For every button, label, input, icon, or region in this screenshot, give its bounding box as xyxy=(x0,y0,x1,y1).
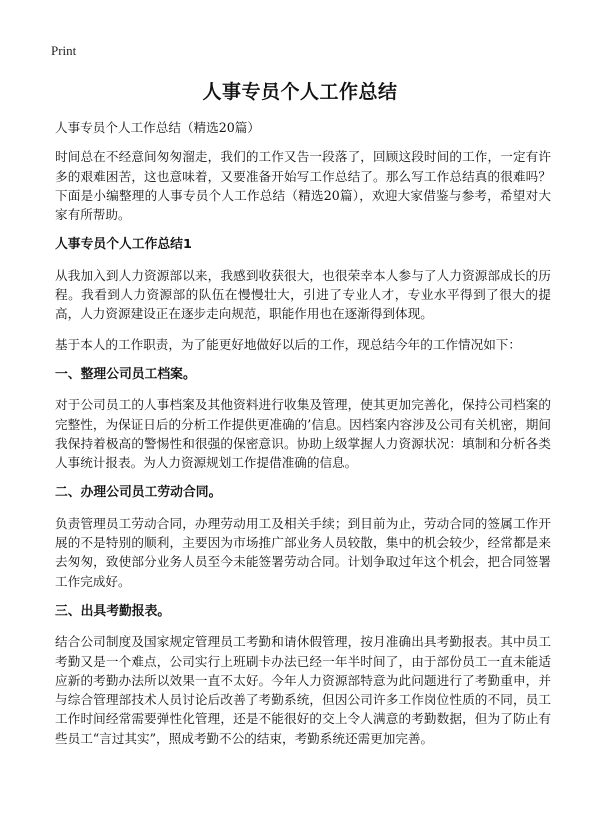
section1-paragraph-2: 基于本人的工作职责，为了能更好地做好以后的工作，现总结今年的工作情况如下： xyxy=(55,336,521,352)
intro-paragraph: 时间总在不经意间匆匆溜走，我们的工作又告一段落了，回顾这段时间的工作，一定有许多的艰难困苦，这也意味着，又要准备开始写工作总结了。那么写工作总结真的很难吗？下面是小编整理的人事专员个人工作总结（精选20篇），欢迎大家借鉴与参考，希望对大家有所帮助。 xyxy=(55,149,551,223)
item-heading-2: 二、办理公司员工劳动合同。 xyxy=(55,485,222,501)
item-text-2: 负责管理员工劳动合同，办理劳动用工及相关手续；到目前为止，劳动合同的签属工作开展的不是特别的顺利，主要因为市场推广部业务人员较散，集中的机会较少，经常都是来去匆匆，致使部分业务人员至今未能签署劳动合同。计划争取过年这个机会，把合同签署工作完成好。 xyxy=(55,515,551,589)
print-link[interactable]: Print xyxy=(51,43,77,58)
section-heading-1: 人事专员个人工作总结1 xyxy=(55,237,192,253)
item-text-3: 结合公司制度及国家规定管理员工考勤和请休假管理，按月准确出具考勤报表。其中员工考勤又是一个难点，公司实行上班刷卡办法已经一年半时间了，由于部份员工一直未能适应新的考勤办法所以效果一直不太好。今年人力资源部特意为此问题进行了考勤重申，并与综合管理部技术人员讨论后改善了考勤系统，但因公司许多工作岗位性质的不同，员工工作时间经常需要弹性化管理，还是不能很好的交上令人满意的考勤数据，但为了防止有些员工“言过其实”，照成考勤不公的结束，考勤系统还需更加完善。 xyxy=(55,634,551,746)
page-title: 人事专员个人工作总结 xyxy=(202,81,398,103)
article-body xyxy=(55,118,551,759)
article-subtitle: 人事专员个人工作总结（精选20篇） xyxy=(55,120,260,135)
section1-paragraph-1: 从我加入到人力资源部以来，我感到收获很大，也很荣幸本人参与了人力资源部成长的历程。我看到人力资源部的队伍在慢慢壮大，引进了专业人才，专业水平得到了很大的提高，人力资源建设正在逐步走向规范，职能作用也在逐渐得到体现。 xyxy=(55,267,551,322)
item-text-1: 对于公司员工的人事档案及其他资料进行收集及管理，使其更加完善化，保持公司档案的完整性，为保证日后的分析工作提供更准确的’信息。因档案内容涉及公司有关机密，期间我保持着极高的警惕性和很强的保密意识。协助上级掌握人力资源状况：填制和分析各类人事统计报表。为人力资源规划工作提借准确的信息。 xyxy=(55,397,551,471)
item-heading-1: 一、整理公司员工档案。 xyxy=(55,366,196,382)
item-heading-3: 三、出具考勤报表。 xyxy=(55,603,171,619)
